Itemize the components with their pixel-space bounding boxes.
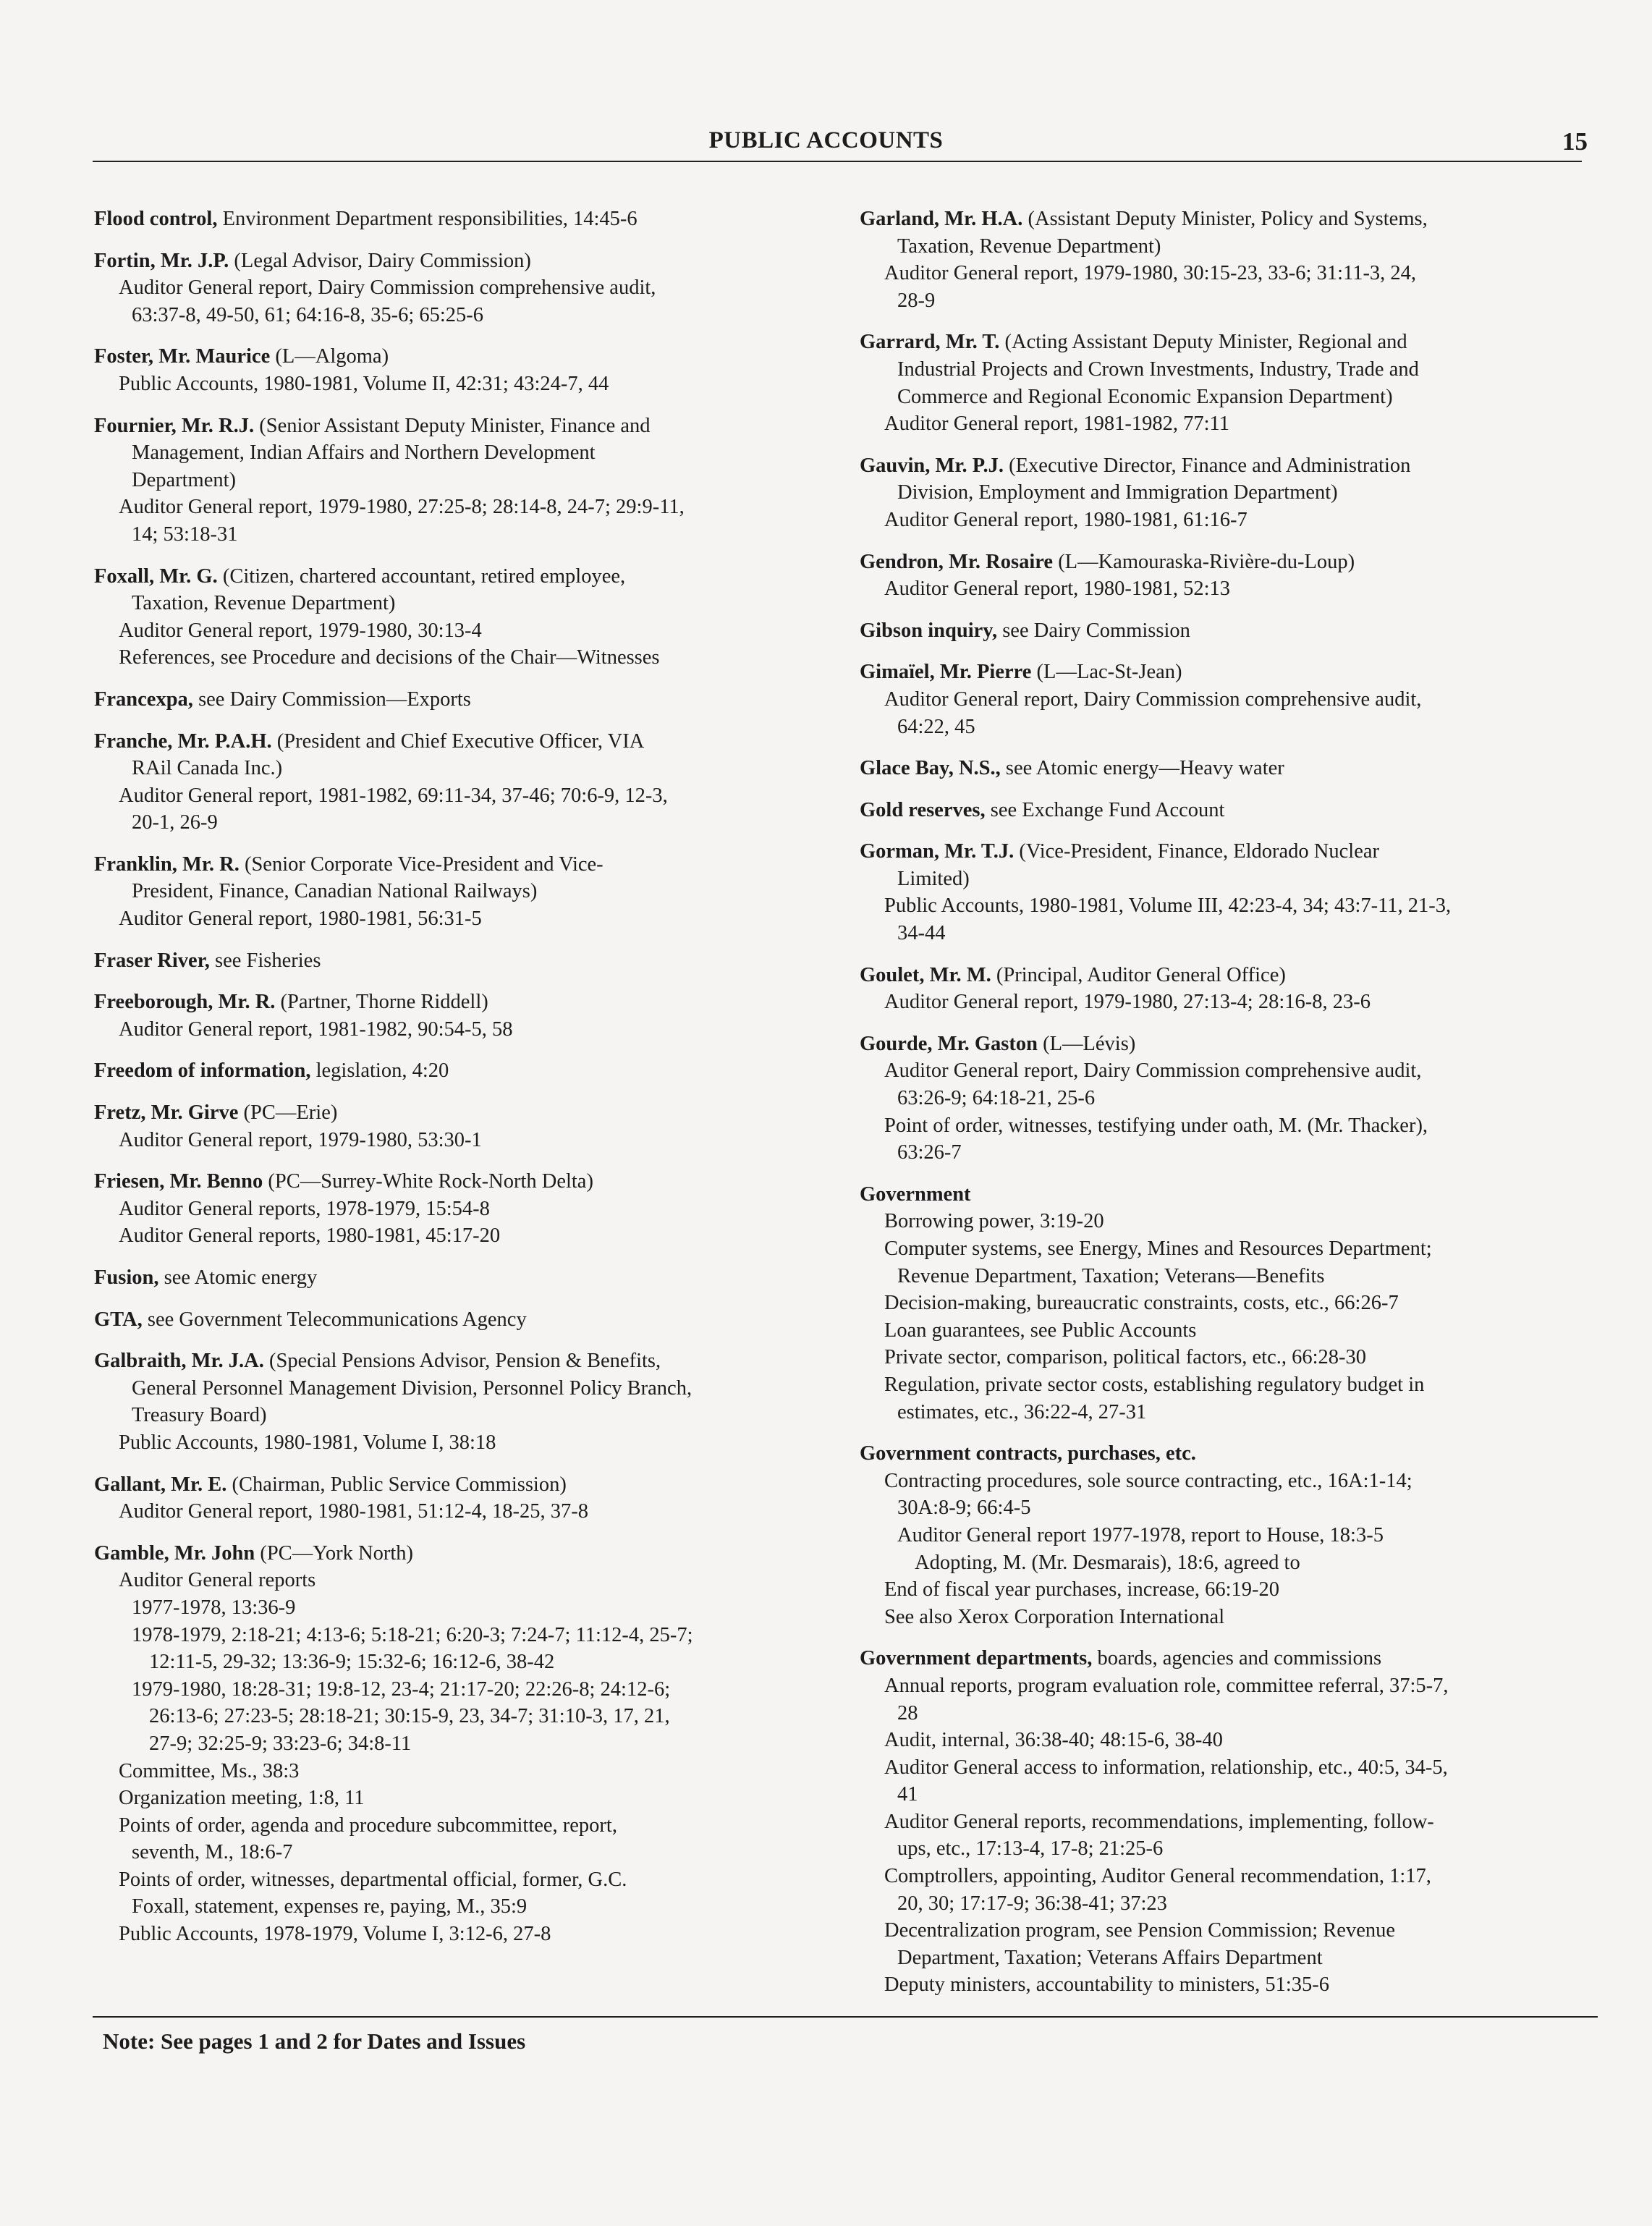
index-text: Auditor General reports, recommendations, implementing, follow- <box>884 1810 1434 1833</box>
index-term: Government departments, <box>860 1647 1093 1670</box>
index-text: (Senior Corporate Vice-President and Vice- <box>239 852 603 876</box>
index-text: Auditor General access to information, relationship, etc., 40:5, 34-5, <box>884 1756 1448 1779</box>
index-text: 12:11-5, 29-32; 13:36-9; 15:32-6; 16:12-6, 38-42 <box>149 1651 555 1674</box>
index-entry <box>860 659 1590 740</box>
index-entry-line <box>860 1290 1590 1317</box>
index-text: 34-44 <box>897 922 946 945</box>
index-term: Franklin, Mr. R. <box>94 852 240 876</box>
index-text: Commerce and Regional Economic Expansion Department) <box>897 385 1393 408</box>
index-entry-line <box>94 1099 825 1127</box>
index-text: General Personnel Management Division, Personnel Policy Branch, <box>132 1376 692 1400</box>
index-entry-line <box>860 479 1590 507</box>
index-text: see Atomic energy <box>158 1266 318 1289</box>
index-entry-line <box>860 1808 1590 1836</box>
index-term: Government contracts, purchases, etc. <box>860 1442 1196 1465</box>
index-text: Point of order, witnesses, testifying under oath, M. (Mr. Thacker), <box>884 1114 1428 1137</box>
index-entry-line <box>94 644 825 672</box>
index-text: See also Xerox Corporation International <box>884 1605 1225 1628</box>
index-entry <box>860 617 1590 645</box>
index-term: Gallant, Mr. E. <box>94 1473 227 1496</box>
index-text: End of fiscal year purchases, increase, 66:19-20 <box>884 1578 1280 1601</box>
index-text: Public Accounts, 1980-1981, Volume III, 42:23-4, 34; 43:7-11, 21-3, <box>884 894 1452 918</box>
index-text: 20, 30; 17:17-9; 36:38-41; 37:23 <box>897 1892 1167 1915</box>
index-term: Fortin, Mr. J.P. <box>94 249 229 272</box>
index-term: Foster, Mr. Maurice <box>94 345 271 368</box>
index-text: see Government Telecommunications Agency <box>142 1308 527 1331</box>
index-text: Auditor General report, 1979-1980, 30:13-4 <box>119 619 482 642</box>
index-entry <box>94 1306 825 1334</box>
index-entry-line <box>94 247 825 275</box>
index-entry-line <box>94 1222 825 1250</box>
index-entry <box>94 343 825 397</box>
index-text: Auditor General report, 1980-1981, 61:16-7 <box>884 508 1248 531</box>
index-entry-line <box>94 947 825 975</box>
index-entry-line <box>860 1781 1590 1808</box>
index-term: Government <box>860 1182 971 1206</box>
index-term: Gauvin, Mr. P.J. <box>860 454 1004 477</box>
index-text: Committee, Ms., 38:3 <box>119 1759 300 1782</box>
index-text: Comptrollers, appointing, Auditor General recommendation, 1:17, <box>884 1865 1431 1888</box>
index-term: Gold reserves, <box>860 798 986 821</box>
index-text: 30A:8-9; 66:4-5 <box>897 1497 1031 1520</box>
index-entry <box>94 1168 825 1250</box>
index-entry-line <box>94 1195 825 1223</box>
index-text: seventh, M., 18:6-7 <box>132 1841 293 1864</box>
index-entry-line <box>94 302 825 329</box>
index-term: Gorman, Mr. T.J. <box>860 840 1015 863</box>
index-entry-line <box>860 714 1590 741</box>
index-term: Fretz, Mr. Girve <box>94 1101 239 1125</box>
index-entry-line <box>860 233 1590 261</box>
index-term: Gourde, Mr. Gaston <box>860 1032 1038 1055</box>
index-text: Foxall, statement, expenses re, paying, M., 35:9 <box>132 1895 528 1918</box>
index-entry-line <box>94 1921 825 1948</box>
index-entry-line <box>94 1622 825 1649</box>
index-term: Glace Bay, N.S., <box>860 757 1001 780</box>
index-entry-line <box>860 1754 1590 1782</box>
index-text: (President and Chief Executive Officer, VIA <box>271 729 645 753</box>
index-entry-line <box>94 851 825 879</box>
index-entry-line <box>94 412 825 440</box>
index-entry <box>94 1057 825 1085</box>
index-text: References, see Procedure and decisions of the Chair—Witnesses <box>119 646 660 669</box>
index-text: Points of order, witnesses, departmental official, former, G.C. <box>119 1868 627 1891</box>
index-term: Gamble, Mr. John <box>94 1541 255 1565</box>
header-rule <box>93 161 1582 162</box>
index-text: 63:26-9; 64:18-21, 25-6 <box>897 1087 1096 1110</box>
index-entry-line <box>94 1057 825 1085</box>
index-entry-line <box>860 287 1590 315</box>
index-text: (PC—Erie) <box>238 1101 338 1125</box>
index-entry-line <box>860 356 1590 384</box>
index-entry-line <box>860 797 1590 824</box>
index-entry <box>94 1099 825 1154</box>
index-entry-line <box>860 1263 1590 1290</box>
index-text: (Legal Advisor, Dairy Commission) <box>229 249 531 272</box>
footer-note: Note: See pages 1 and 2 for Dates and Issues <box>103 2028 526 2054</box>
index-text: Environment Department responsibilities, 14:45-6 <box>217 208 637 230</box>
index-entry-line <box>94 1306 825 1334</box>
index-text: Department, Taxation; Veterans Affairs Department <box>897 1946 1323 1969</box>
index-entry-line <box>94 1839 825 1866</box>
index-term: Fusion, <box>94 1266 159 1289</box>
index-entry-line <box>94 590 825 617</box>
index-entry-line <box>860 384 1590 411</box>
index-text: Department) <box>132 468 237 491</box>
index-text: Auditor General report, Dairy Commission comprehensive audit, <box>884 687 1422 711</box>
index-text: Auditor General report, 1980-1981, 56:31-5 <box>119 907 482 931</box>
index-entry <box>860 1645 1590 1999</box>
index-entry <box>94 947 825 975</box>
index-term: Gimaïel, Mr. Pierre <box>860 661 1032 684</box>
index-term: Fraser River, <box>94 949 210 972</box>
index-entry-line <box>860 1399 1590 1426</box>
index-entry-line <box>860 686 1590 714</box>
index-entry-line <box>94 371 825 398</box>
index-text: Regulation, private sector costs, establishing regulatory budget in <box>884 1373 1425 1396</box>
index-text: Auditor General report 1977-1978, report to House, 18:3-5 <box>897 1523 1384 1546</box>
index-entry-line <box>94 563 825 591</box>
index-entry-line <box>860 1700 1590 1727</box>
index-entry-line <box>860 1317 1590 1345</box>
index-entry-line <box>94 1375 825 1402</box>
index-term: Garland, Mr. H.A. <box>860 208 1023 230</box>
index-text: Private sector, comparison, political factors, etc., 66:28-30 <box>884 1346 1367 1369</box>
index-text: Auditor General report, 1979-1980, 30:15-23, 33-6; 31:11-3, 24, <box>884 262 1417 285</box>
index-text: 20-1, 26-9 <box>132 811 218 834</box>
index-term: Foxall, Mr. G. <box>94 564 218 588</box>
index-text: estimates, etc., 36:22-4, 27-31 <box>897 1400 1147 1423</box>
index-entry-line <box>860 1468 1590 1495</box>
index-term: Francexpa, <box>94 687 193 711</box>
index-text: see Exchange Fund Account <box>985 798 1225 821</box>
index-text: Adopting, M. (Mr. Desmarais), 18:6, agreed to <box>915 1551 1300 1574</box>
index-entry-line <box>860 1344 1590 1371</box>
index-text: Auditor General report, 1979-1980, 27:25-8; 28:14-8, 24-7; 29:9-11, <box>119 496 685 519</box>
index-text: Auditor General reports, 1980-1981, 45:17-20 <box>119 1224 501 1248</box>
index-text: 14; 53:18-31 <box>132 522 238 546</box>
index-entry <box>94 686 825 714</box>
index-text: Decentralization program, see Pension Commission; Revenue <box>884 1919 1396 1942</box>
index-term: Garrard, Mr. T. <box>860 331 1000 354</box>
index-text: Revenue Department, Taxation; Veterans—Benefits <box>897 1264 1325 1287</box>
index-entry <box>860 452 1590 534</box>
index-text: Computer systems, see Energy, Mines and Resources Department; <box>884 1237 1432 1260</box>
index-entry-line <box>860 1917 1590 1944</box>
index-entry-line <box>94 755 825 782</box>
index-entry-line <box>860 1112 1590 1140</box>
index-text: 64:22, 45 <box>897 715 975 738</box>
index-entry-line <box>860 1971 1590 1999</box>
index-text: (Citizen, chartered accountant, retired employee, <box>217 564 626 588</box>
page-header-title: PUBLIC ACCOUNTS <box>708 127 944 153</box>
index-entry-line <box>860 507 1590 534</box>
index-text: Public Accounts, 1978-1979, Volume I, 3:12-6, 27-8 <box>119 1923 551 1946</box>
index-entry-line <box>860 617 1590 645</box>
index-text: Auditor General report, Dairy Commission comprehensive audit, <box>119 276 656 300</box>
index-text: Contracting procedures, sole source contracting, etc., 16A:1-14; <box>884 1469 1412 1492</box>
index-text: (Senior Assistant Deputy Minister, Finance and <box>254 414 651 437</box>
index-text: 1977-1978, 13:36-9 <box>132 1596 296 1619</box>
index-text: Public Accounts, 1980-1981, Volume I, 38:18 <box>119 1431 496 1454</box>
index-entry-line <box>860 838 1590 866</box>
index-entry <box>860 1181 1590 1426</box>
index-entry-line <box>94 1347 825 1375</box>
index-text: Auditor General report, 1980-1981, 52:13 <box>884 577 1231 601</box>
index-term: Goulet, Mr. M. <box>860 963 991 986</box>
index-text: Division, Employment and Immigration Department) <box>897 481 1338 504</box>
index-text: Management, Indian Affairs and Northern Development <box>132 441 596 465</box>
index-text: Auditor General report, 1979-1980, 53:30-1 <box>119 1128 482 1151</box>
index-text: Organization meeting, 1:8, 11 <box>119 1787 365 1810</box>
index-entry <box>94 1471 825 1525</box>
index-term: Franche, Mr. P.A.H. <box>94 729 272 753</box>
index-entry <box>94 1540 825 1948</box>
index-term: Gibson inquiry, <box>860 619 998 642</box>
index-entry-line <box>94 1730 825 1758</box>
index-entry-line <box>94 521 825 549</box>
index-entry-line <box>94 686 825 714</box>
index-entry-line <box>94 1168 825 1195</box>
index-entry-line <box>94 1402 825 1429</box>
index-text: Auditor General report, 1979-1980, 27:13-4; 28:16-8, 23-6 <box>884 991 1371 1014</box>
index-entry-line <box>94 1498 825 1525</box>
index-entry-line <box>860 892 1590 920</box>
index-text: ups, etc., 17:13-4, 17-8; 21:25-6 <box>897 1837 1164 1861</box>
index-entry <box>860 206 1590 314</box>
index-entry-line <box>94 439 825 467</box>
index-text: 27-9; 32:25-9; 33:23-6; 34:8-11 <box>149 1732 412 1755</box>
index-entry-line <box>860 1085 1590 1112</box>
index-entry-line <box>94 1893 825 1921</box>
index-entry-line <box>860 755 1590 782</box>
index-entry-line <box>94 1567 825 1594</box>
index-text: Auditor General report, Dairy Commission comprehensive audit, <box>884 1059 1422 1083</box>
index-text: (Assistant Deputy Minister, Policy and Systems, <box>1022 208 1428 230</box>
index-text: Deputy ministers, accountability to ministers, 51:35-6 <box>884 1973 1330 1997</box>
index-entry-line <box>94 989 825 1016</box>
index-text: Points of order, agenda and procedure subcommittee, report, <box>119 1814 617 1837</box>
index-entry-line <box>94 905 825 933</box>
index-text: see Dairy Commission <box>997 619 1190 642</box>
index-text: Loan guarantees, see Public Accounts <box>884 1319 1197 1342</box>
index-text: 63:37-8, 49-50, 61; 64:16-8, 35-6; 65:25-6 <box>132 303 484 326</box>
index-entry <box>860 755 1590 782</box>
index-text: Public Accounts, 1980-1981, Volume II, 42:31; 43:24-7, 44 <box>119 372 609 395</box>
index-entry <box>860 1440 1590 1630</box>
index-term: Gendron, Mr. Rosaire <box>860 550 1054 573</box>
index-entry-line <box>94 1264 825 1292</box>
index-entry-line <box>860 920 1590 947</box>
index-entry-line <box>94 782 825 810</box>
index-entry-line <box>860 1944 1590 1972</box>
index-text: Industrial Projects and Crown Investments, Industry, Trade and <box>897 357 1419 381</box>
index-term: Freeborough, Mr. R. <box>94 991 276 1014</box>
index-text: see Fisheries <box>209 949 321 972</box>
index-entry-line <box>860 1522 1590 1549</box>
index-entry-line <box>94 1758 825 1785</box>
index-entry-line <box>94 1540 825 1567</box>
index-text: Annual reports, program evaluation role, committee referral, 37:5-7, <box>884 1674 1449 1697</box>
index-entry-line <box>860 1057 1590 1085</box>
index-entry-line <box>94 467 825 494</box>
index-entry-line <box>860 1235 1590 1263</box>
index-text: RAil Canada Inc.) <box>132 757 283 780</box>
index-entry <box>94 728 825 837</box>
index-text: (Vice-President, Finance, Eldorado Nuclear <box>1014 840 1379 863</box>
index-entry-line <box>94 1649 825 1676</box>
index-entry-line <box>860 1672 1590 1700</box>
index-entry <box>860 797 1590 824</box>
index-entry-line <box>94 206 825 233</box>
index-entry-line <box>860 549 1590 576</box>
index-text: Auditor General report, 1981-1982, 69:11-34, 37-46; 70:6-9, 12-3, <box>119 784 668 807</box>
index-entry-line <box>94 494 825 521</box>
index-entry <box>94 1347 825 1456</box>
index-entry-line <box>860 1031 1590 1058</box>
index-text: (PC—Surrey-White Rock-North Delta) <box>263 1170 593 1193</box>
index-entry <box>94 412 825 549</box>
index-text: President, Finance, Canadian National Railways) <box>132 880 538 903</box>
index-entry-line <box>94 1703 825 1730</box>
index-entry-line <box>94 1429 825 1457</box>
index-left-column <box>94 206 825 1963</box>
index-text: see Dairy Commission—Exports <box>192 687 471 711</box>
index-term: Friesen, Mr. Benno <box>94 1170 263 1193</box>
index-entry <box>860 838 1590 947</box>
index-entry <box>94 1264 825 1292</box>
index-entry-line <box>94 1812 825 1840</box>
index-entry <box>94 247 825 329</box>
index-entry <box>94 989 825 1043</box>
index-entry-line <box>94 728 825 756</box>
index-text: (Special Pensions Advisor, Pension & Benefits, <box>263 1350 661 1373</box>
index-text: Auditor General reports <box>119 1569 316 1592</box>
index-entry <box>94 563 825 672</box>
index-text: 41 <box>897 1783 918 1806</box>
index-text: 28 <box>897 1701 918 1724</box>
index-entry-line <box>860 410 1590 438</box>
index-right-column <box>860 206 1590 2013</box>
index-entry-line <box>860 206 1590 233</box>
index-text: (Partner, Thorne Riddell) <box>275 991 488 1014</box>
index-term: Fournier, Mr. R.J. <box>94 414 255 437</box>
index-term: Flood control, <box>94 208 218 230</box>
index-entry-line <box>94 1785 825 1812</box>
index-text: (Principal, Auditor General Office) <box>991 963 1286 986</box>
index-text: 1979-1980, 18:28-31; 19:8-12, 23-4; 21:17-20; 22:26-8; 24:12-6; <box>132 1677 671 1701</box>
index-text: see Atomic energy—Heavy water <box>1000 757 1284 780</box>
index-entry-line <box>860 1181 1590 1209</box>
index-entry-line <box>860 260 1590 287</box>
index-entry-line <box>860 452 1590 480</box>
index-text: Auditor General reports, 1978-1979, 15:54-8 <box>119 1197 490 1220</box>
index-entry-line <box>860 1494 1590 1522</box>
index-entry-line <box>860 329 1590 356</box>
index-entry <box>860 549 1590 603</box>
index-text: (L—Lévis) <box>1037 1032 1136 1055</box>
index-text: (Executive Director, Finance and Administration <box>1004 454 1411 477</box>
index-text: Taxation, Revenue Department) <box>132 592 396 615</box>
footer-rule <box>93 2016 1598 2018</box>
index-entry-line <box>94 343 825 371</box>
index-text: 26:13-6; 27:23-5; 28:18-21; 30:15-9, 23, 34-7; 31:10-3, 17, 21, <box>149 1705 670 1728</box>
index-entry-line <box>860 1835 1590 1863</box>
index-entry <box>860 962 1590 1016</box>
index-text: 28-9 <box>897 289 936 312</box>
index-entry-line <box>860 1863 1590 1890</box>
index-entry-line <box>860 1208 1590 1235</box>
index-text: Taxation, Revenue Department) <box>897 234 1161 258</box>
index-text: Audit, internal, 36:38-40; 48:15-6, 38-40 <box>884 1729 1223 1752</box>
index-text: Decision-making, bureaucratic constraints, costs, etc., 66:26-7 <box>884 1292 1399 1315</box>
index-text: (L—Algoma) <box>270 345 389 368</box>
index-text: (L—Kamouraska-Rivière-du-Loup) <box>1053 550 1355 573</box>
index-text: Auditor General report, 1980-1981, 51:12-4, 18-25, 37-8 <box>119 1500 589 1523</box>
index-entry-line <box>94 1471 825 1499</box>
index-entry <box>860 329 1590 437</box>
index-text: Auditor General report, 1981-1982, 77:11 <box>884 412 1229 436</box>
index-entry-line <box>860 1576 1590 1604</box>
page-number: 15 <box>1562 127 1588 156</box>
index-entry-line <box>94 809 825 837</box>
index-entry-line <box>860 962 1590 989</box>
index-entry-line <box>94 274 825 302</box>
index-entry-line <box>860 1604 1590 1631</box>
index-text: boards, agencies and commissions <box>1092 1647 1382 1670</box>
index-entry <box>860 1031 1590 1167</box>
index-entry-line <box>94 1016 825 1044</box>
index-term: Galbraith, Mr. J.A. <box>94 1350 264 1373</box>
index-text: Borrowing power, 3:19-20 <box>884 1210 1104 1233</box>
index-entry-line <box>94 1127 825 1154</box>
index-entry <box>94 851 825 933</box>
index-entry-line <box>860 1727 1590 1754</box>
index-entry <box>94 206 825 233</box>
index-text: 1978-1979, 2:18-21; 4:13-6; 5:18-21; 6:20-3; 7:24-7; 11:12-4, 25-7; <box>132 1623 693 1646</box>
index-entry-line <box>94 1594 825 1622</box>
index-entry-line <box>860 1549 1590 1577</box>
index-text: (L—Lac-St-Jean) <box>1031 661 1182 684</box>
index-entry-line <box>94 1866 825 1894</box>
index-text: Auditor General report, 1981-1982, 90:54-5, 58 <box>119 1017 513 1041</box>
index-entry-line <box>860 1645 1590 1672</box>
index-entry-line <box>860 1371 1590 1399</box>
index-text: (Acting Assistant Deputy Minister, Regional and <box>999 331 1407 354</box>
index-entry-line <box>94 878 825 905</box>
index-entry-line <box>860 989 1590 1016</box>
index-text: (Chairman, Public Service Commission) <box>226 1473 567 1496</box>
index-entry-line <box>860 1139 1590 1167</box>
index-term: GTA, <box>94 1308 143 1331</box>
index-text: Treasury Board) <box>132 1404 267 1427</box>
index-text: 63:26-7 <box>897 1141 962 1164</box>
index-entry-line <box>860 659 1590 686</box>
index-term: Freedom of information, <box>94 1059 311 1083</box>
index-entry-line <box>860 575 1590 603</box>
index-text: Limited) <box>897 867 970 890</box>
index-entry-line <box>860 1890 1590 1918</box>
index-entry-line <box>94 617 825 645</box>
index-entry-line <box>860 1440 1590 1468</box>
index-text: (PC—York North) <box>255 1541 414 1565</box>
index-entry-line <box>860 866 1590 893</box>
index-text: legislation, 4:20 <box>310 1059 449 1083</box>
index-entry-line <box>94 1676 825 1704</box>
